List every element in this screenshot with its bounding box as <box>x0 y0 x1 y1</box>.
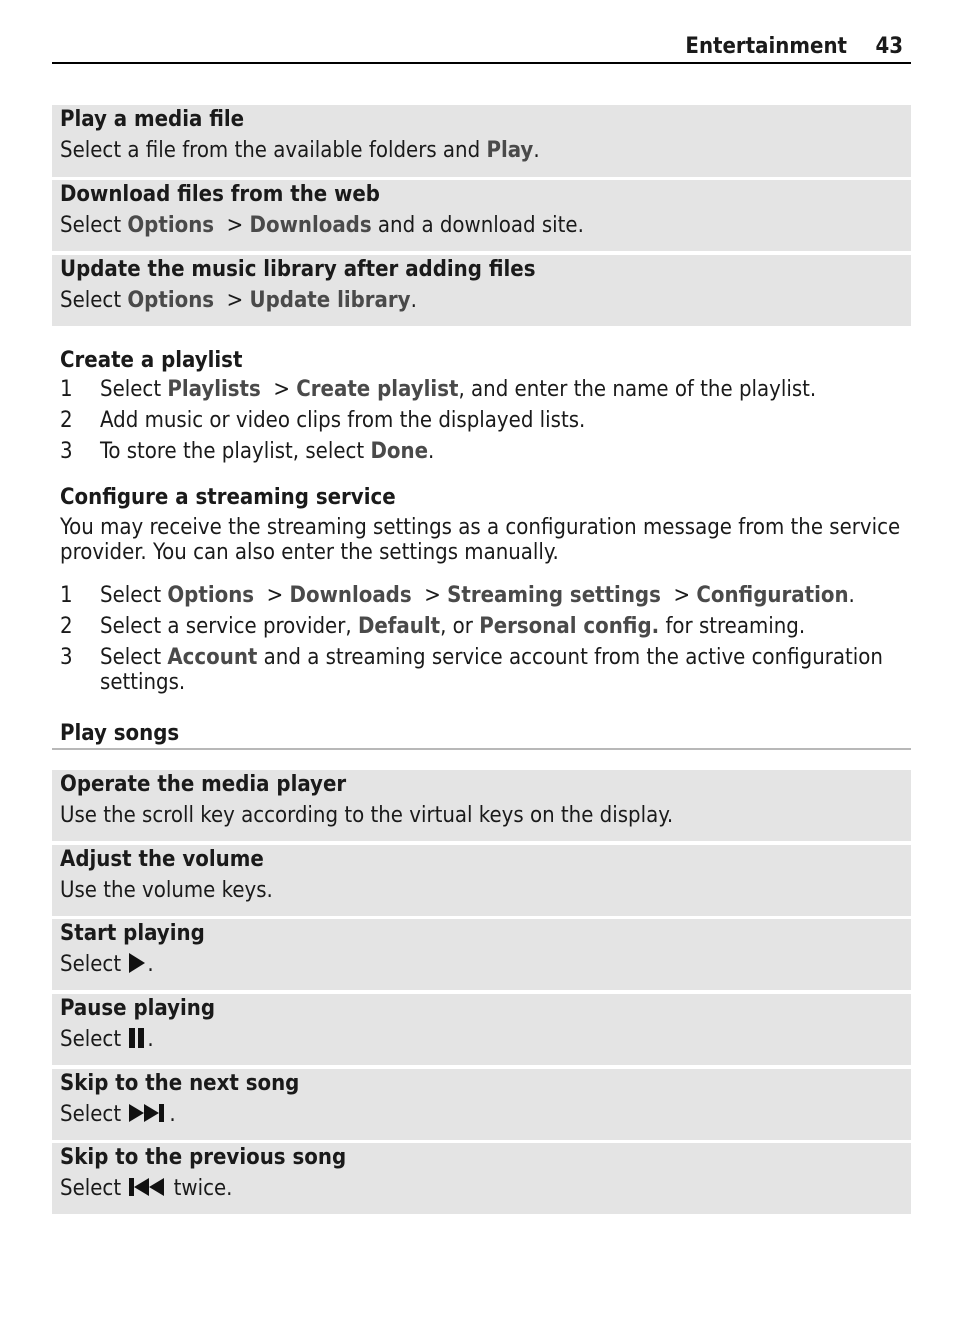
menu-command: Personal config. <box>479 614 660 639</box>
task-operate-player <box>52 770 911 841</box>
task-title: Update the music library after adding files <box>60 257 536 282</box>
step-text: Select Account and a streaming service account from the active configuration settings. <box>100 645 883 695</box>
menu-command: Default <box>357 614 441 639</box>
task-description: Select a file from the available folders and Play. <box>60 138 540 163</box>
step-text: Add music or video clips from the displayed lists. <box>100 408 586 433</box>
page-number: 43 <box>875 34 903 59</box>
task-skip-next <box>52 1069 911 1140</box>
task-description: Select Options > Update library. <box>60 288 417 313</box>
task-description: Select Options > Downloads and a download site. <box>60 213 584 238</box>
menu-command: Options <box>167 583 255 608</box>
pause-icon <box>127 1027 147 1049</box>
skip-previous-icon <box>127 1176 167 1198</box>
step-text: Select Options > Downloads > Streaming settings > Configuration. <box>100 583 855 608</box>
task-title: Skip to the next song <box>60 1071 300 1096</box>
task-title: Pause playing <box>60 996 216 1021</box>
playlist-heading: Create a playlist <box>60 348 243 373</box>
streaming-intro: You may receive the streaming settings as a configuration message from the service provider. You can also enter the settings manually. <box>60 515 901 565</box>
play-icon <box>127 952 147 974</box>
task-title: Operate the media player <box>60 772 347 797</box>
task-start-playing <box>52 919 911 990</box>
step-text: Select Playlists > Create playlist, and enter the name of the playlist. <box>100 377 817 402</box>
menu-command: Streaming settings <box>447 583 661 608</box>
task-description: Use the scroll key according to the virtual keys on the display. <box>60 803 674 828</box>
menu-command: Playlists <box>167 377 261 402</box>
step-number: 2 <box>60 614 73 639</box>
step-text: To store the playlist, select Done. <box>100 439 435 464</box>
menu-command: Downloads <box>249 213 372 238</box>
streaming-heading: Configure a streaming service <box>60 485 396 510</box>
skip-next-icon <box>127 1102 169 1124</box>
task-pause-playing <box>52 994 911 1065</box>
menu-command: Options <box>127 288 215 313</box>
task-description: Select . <box>60 1102 176 1127</box>
menu-command: Create playlist <box>296 377 459 402</box>
step-number: 2 <box>60 408 73 433</box>
task-title: Start playing <box>60 921 205 946</box>
menu-command: Account <box>167 645 258 670</box>
step-number: 3 <box>60 439 73 464</box>
menu-command: Configuration <box>696 583 849 608</box>
task-skip-previous <box>52 1143 911 1214</box>
menu-command: Options <box>127 213 215 238</box>
task-play-media-file <box>52 105 911 177</box>
task-title: Play a media file <box>60 107 245 132</box>
task-title: Download files from the web <box>60 182 380 207</box>
play-songs-heading: Play songs <box>60 721 180 746</box>
task-title: Adjust the volume <box>60 847 264 872</box>
menu-command: Play <box>486 138 534 163</box>
menu-command: Update library <box>249 288 411 313</box>
task-description: Use the volume keys. <box>60 878 273 903</box>
menu-command: Downloads <box>289 583 412 608</box>
step-number: 1 <box>60 583 73 608</box>
task-download-files <box>52 180 911 251</box>
step-number: 3 <box>60 645 73 670</box>
section-divider <box>52 748 911 750</box>
step-number: 1 <box>60 377 73 402</box>
task-description: Select . <box>60 1027 154 1052</box>
task-description: Select . <box>60 952 154 977</box>
chapter-title: Entertainment <box>685 34 847 59</box>
task-title: Skip to the previous song <box>60 1145 347 1170</box>
step-text: Select a service provider, Default, or Personal config. for streaming. <box>100 614 806 639</box>
page-header <box>52 34 911 64</box>
task-adjust-volume <box>52 845 911 916</box>
task-update-library <box>52 255 911 326</box>
menu-command: Done <box>370 439 428 464</box>
task-description: Select twice. <box>60 1176 233 1201</box>
